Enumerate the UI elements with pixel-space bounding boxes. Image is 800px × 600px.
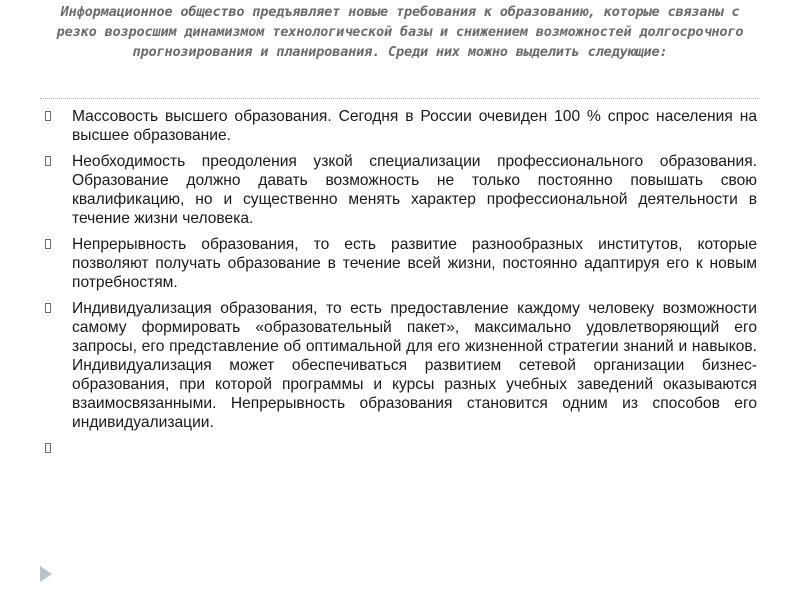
list-item: [45, 107, 757, 145]
square-bullet-icon: [45, 239, 51, 249]
square-bullet-icon: [45, 111, 51, 121]
list-item: [45, 299, 757, 432]
bullet-list: [45, 107, 757, 465]
list-item: [45, 235, 757, 292]
list-item-text: Индивидуализация образования, то есть предоставление каждому человеку возможности самому формировать «образовательный пакет», максимально удовлетворяющий его запросы, его представление об оптимальной для его жизненной стратегии знаний и навыков. Индивидуализация может обеспечиваться развитием сетевой организации бизнес-образования, при которой программы и курсы разных учебных заведений оказываются взаимосвязанными. Непрерывность образования становится одним из способов его индивидуализации.: [72, 300, 757, 431]
list-item-text: Непрерывность образования, то есть развитие разнообразных институтов, которые позволяют получать образование в течение всей жизни, постоянно адаптируя его к новым потребностям.: [72, 236, 757, 291]
list-item-empty: [45, 439, 757, 458]
list-item: [45, 152, 757, 228]
play-triangle-icon[interactable]: [40, 566, 52, 582]
list-item-text: Массовость высшего образования. Сегодня в России очевиден 100 % спрос населения на высшее образование.: [72, 108, 757, 144]
list-item-text: Необходимость преодоления узкой специализации профессионального образования. Образование должно давать возможность не только постоянно повышать свою квалификацию, но и существенно менять характер профессиональной деятельности в течение жизни человека.: [72, 153, 757, 227]
square-bullet-icon: [45, 303, 51, 313]
slide-title: Информационное общество предъявляет новые требования к образованию, которые связаны с резко возросшим динамизмом технологической базы и снижением возможностей долгосрочного прогнозирования и планирования. Среди них можно выделить следующие:: [56, 4, 744, 60]
title-divider: [40, 98, 760, 99]
square-bullet-icon: [45, 156, 51, 166]
square-bullet-icon: [45, 443, 51, 453]
